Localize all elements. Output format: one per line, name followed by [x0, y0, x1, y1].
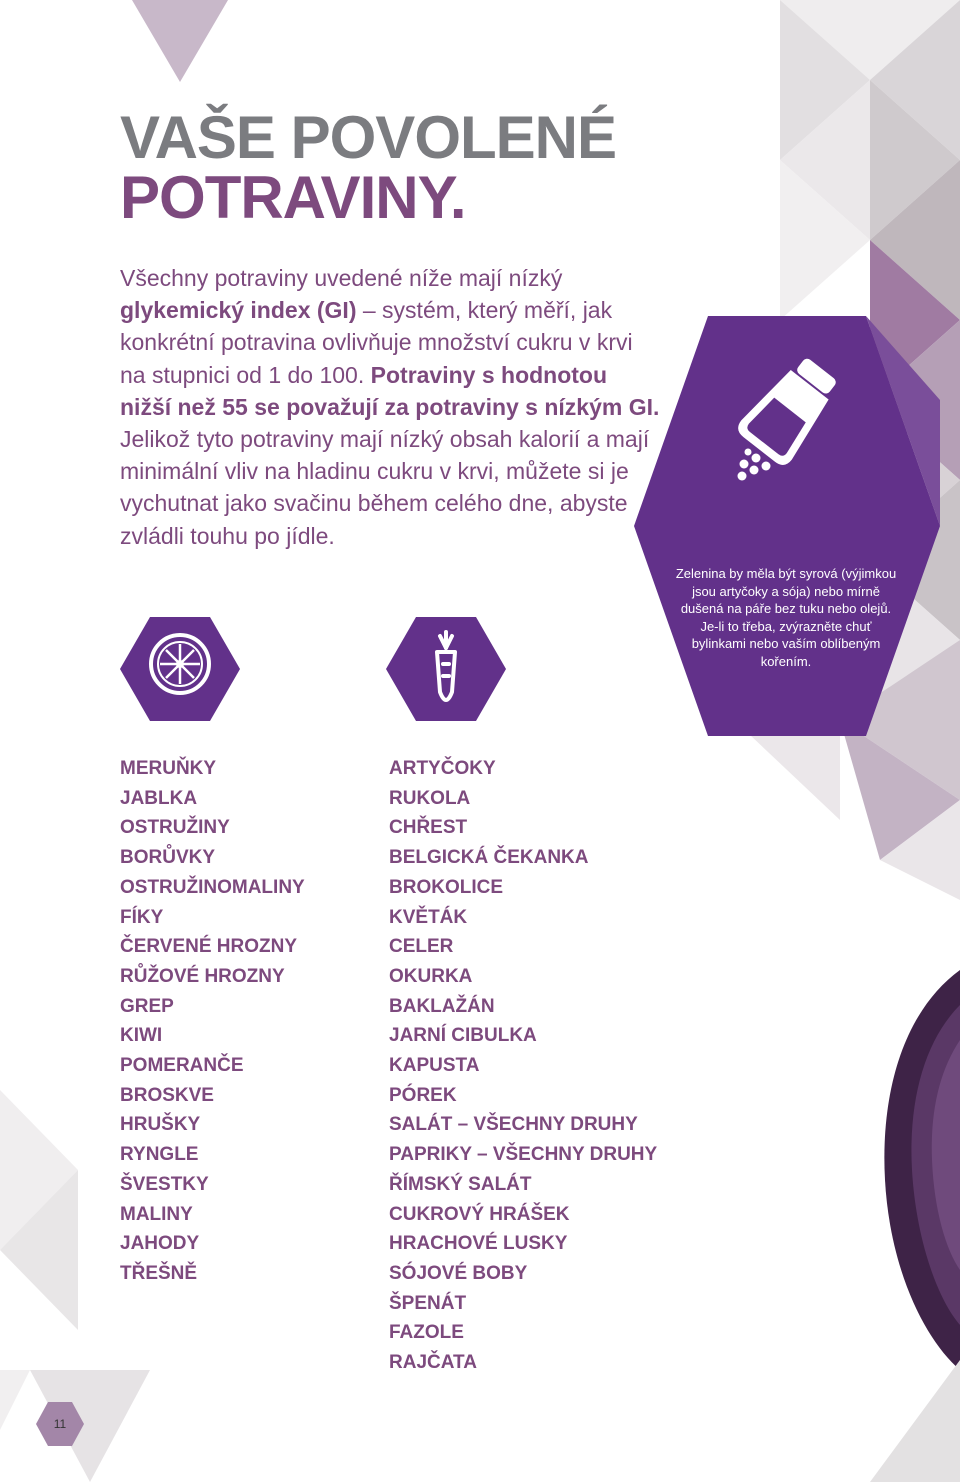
list-item: RŮŽOVÉ HROZNY: [120, 965, 285, 987]
list-item: KAPUSTA: [389, 1055, 480, 1077]
list-item: ŠPENÁT: [389, 1292, 467, 1314]
list-item: BROKOLICE: [389, 876, 503, 898]
list-item: JABLKA: [120, 787, 198, 809]
list-item: JARNÍ CIBULKA: [389, 1025, 537, 1047]
fruit-list: [120, 754, 305, 1289]
list-item: PÓREK: [389, 1084, 457, 1106]
facet: [870, 1360, 960, 1482]
list-item: GREP: [120, 995, 174, 1017]
list-item: BAKLAŽÁN: [389, 995, 495, 1017]
list-item: TŘEŠNĚ: [120, 1262, 198, 1284]
list-item: MERUŇKY: [120, 758, 217, 779]
title-line-1: VAŠE POVOLENÉ: [120, 104, 617, 171]
intro-text-1: Všechny potraviny uvedené níže mají nízký: [120, 265, 563, 291]
list-item: ARTYČOKY: [389, 758, 496, 779]
list-item: FAZOLE: [389, 1322, 464, 1344]
top-triangle: [132, 0, 228, 82]
list-item: FÍKY: [120, 906, 164, 928]
list-item: PAPRIKY – VŠECHNY DRUHY: [389, 1144, 658, 1166]
list-item: HRUŠKY: [120, 1114, 201, 1136]
list-item: RYNGLE: [120, 1144, 199, 1166]
list-item: CUKROVÝ HRÁŠEK: [389, 1203, 570, 1225]
vegetable-list: [389, 754, 657, 1378]
facet: [0, 1370, 30, 1430]
list-item: ŘÍMSKÝ SALÁT: [389, 1173, 532, 1195]
list-item: SALÁT – VŠECHNY DRUHY: [389, 1114, 638, 1136]
list-item: KVĚTÁK: [389, 906, 468, 928]
list-item: MALINY: [120, 1203, 193, 1225]
list-item: BORŮVKY: [120, 847, 216, 869]
list-item: RAJČATA: [389, 1352, 477, 1374]
list-item: CELER: [389, 936, 454, 958]
list-item: ČERVENÉ HROZNY: [120, 936, 298, 958]
intro-text-2: – systém, který měří, jak konkrétní potravina ovlivňuje množství cukru v krvi na stupnici od 1 do 100.: [120, 297, 633, 388]
title-line-2: POTRAVINY.: [120, 164, 466, 231]
hexagon-caption: Zelenina by měla být syrová (výjimkou jsou artyčoky a sója) nebo mírně dušená na páře bez tuku nebo olejů. Je-li to třeba, zvýrazněte chuť bylinkami nebo vaším oblíbeným kořením.: [675, 566, 897, 669]
list-item: RUKOLA: [389, 787, 471, 809]
list-item: OSTRUŽINOMALINY: [120, 876, 305, 898]
list-item: SÓJOVÉ BOBY: [389, 1262, 528, 1284]
page-number: 11: [53, 1417, 67, 1431]
page-title: [120, 104, 617, 231]
list-item: BROSKVE: [120, 1084, 214, 1106]
intro-text-3: Jelikož tyto potraviny mají nízký obsah kalorií a mají minimální vliv na hladinu cukru v krvi, můžete si je vychutnat jako svačinu během celého dne, abyste zvládli touhu po jídle.: [120, 426, 650, 549]
list-item: CHŘEST: [389, 817, 468, 839]
list-item: OKURKA: [389, 965, 473, 987]
list-item: ŠVESTKY: [120, 1173, 209, 1195]
list-item: KIWI: [120, 1025, 163, 1047]
list-item: HRACHOVÉ LUSKY: [389, 1233, 568, 1255]
list-item: JAHODY: [120, 1233, 200, 1255]
intro-bold-1: glykemický index (GI): [120, 297, 357, 324]
intro-bold-2: Potraviny s hodnotou nižší než 55 se považují za potraviny s nízkým GI.: [120, 361, 660, 420]
intro-paragraph: [120, 262, 660, 552]
list-item: POMERANČE: [120, 1055, 244, 1077]
list-item: OSTRUŽINY: [120, 817, 230, 839]
list-item: BELGICKÁ ČEKANKA: [389, 847, 589, 869]
